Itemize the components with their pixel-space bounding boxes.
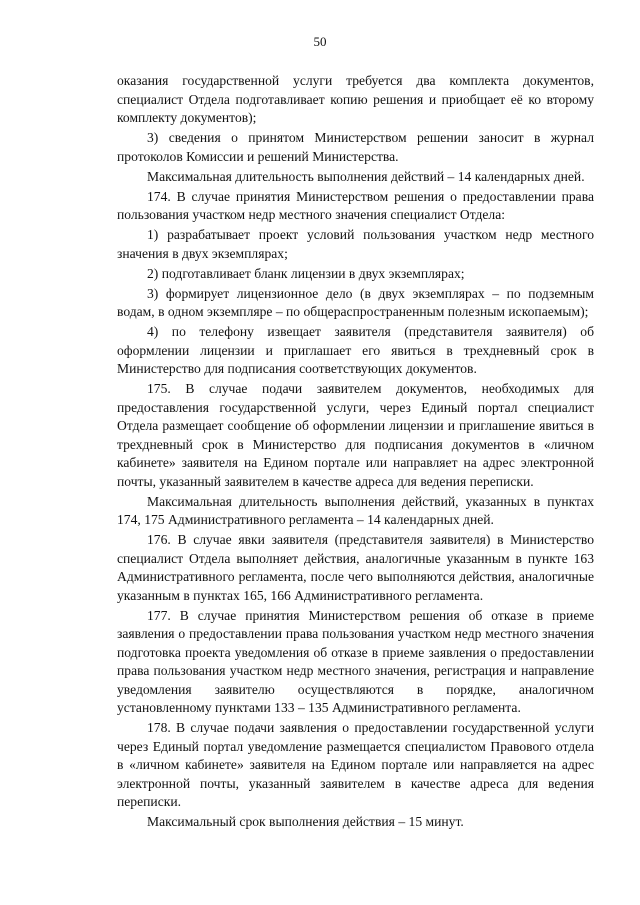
paragraph: 177. В случае принятия Министерством решения об отказе в приеме заявления о предоставлении права пользования участком недр местного значения подготовка проекта уведомления об отказе в приеме заявления о предоставлении права пользования участком недр местного значения, регистрация и направление уведомления заявителю осуществляются в порядке, аналогичном установленному пунктами 133 – 135 Административного регламента.: [117, 607, 594, 715]
document-body: [117, 72, 594, 832]
paragraph: оказания государственной услуги требуется два комплекта документов, специалист Отдела подготавливает копию решения и приобщает её ко второму комплекту документов);: [117, 73, 594, 125]
paragraph: 3) сведения о принятом Министерством решении заносит в журнал протоколов Комиссии и решений Министерства.: [117, 130, 594, 164]
paragraph: 4) по телефону извещает заявителя (представителя заявителя) об оформлении лицензии и приглашает его явиться в трехдневный срок в Министерство для подписания соответствующих документов.: [117, 324, 594, 376]
paragraph: Максимальный срок выполнения действия – 15 минут.: [147, 814, 464, 829]
paragraph: 178. В случае подачи заявления о предоставлении государственной услуги через Единый портал уведомление размещается специалистом Правового отдела в «личном кабинете» заявителя на Едином портале или направляется на адрес электронной почты, указанный заявителем в качестве адреса для ведения переписки.: [117, 720, 594, 809]
paragraph: 175. В случае подачи заявителем документов, необходимых для предоставления государственной услуги, через Единый портал специалист Отдела размещает сообщение об оформлении лицензии и приглашение явиться в трехдневный срок в Министерство для подписания документов в «личном кабинете» заявителя на Едином портале или направляет на адрес электронной почты, указанный заявителем в качестве адреса для ведения переписки.: [117, 381, 594, 489]
paragraph: 176. В случае явки заявителя (представителя заявителя) в Министерство специалист Отдела выполняет действия, аналогичные указанным в пункте 163 Административного регламента, после чего выполняются действия, аналогичные указанным в пунктах 165, 166 Административного регламента.: [117, 532, 594, 603]
paragraph: 3) формирует лицензионное дело (в двух экземплярах – по подземным водам, в одном экземпляре – по общераспространенным полезным ископаемым);: [117, 285, 594, 319]
paragraph: 1) разрабатывает проект условий пользования участком недр местного значения в двух экземплярах;: [117, 227, 594, 261]
paragraph: Максимальная длительность выполнения действий, указанных в пунктах 174, 175 Административного регламента – 14 календарных дней.: [117, 493, 594, 527]
paragraph: 174. В случае принятия Министерством решения о предоставлении права пользования участком недр местного значения специалист Отдела:: [117, 188, 594, 222]
page-number: 50: [313, 34, 327, 49]
paragraph: Максимальная длительность выполнения действий – 14 календарных дней.: [147, 168, 585, 184]
paragraph: 2) подготавливает бланк лицензии в двух экземплярах;: [147, 265, 465, 281]
